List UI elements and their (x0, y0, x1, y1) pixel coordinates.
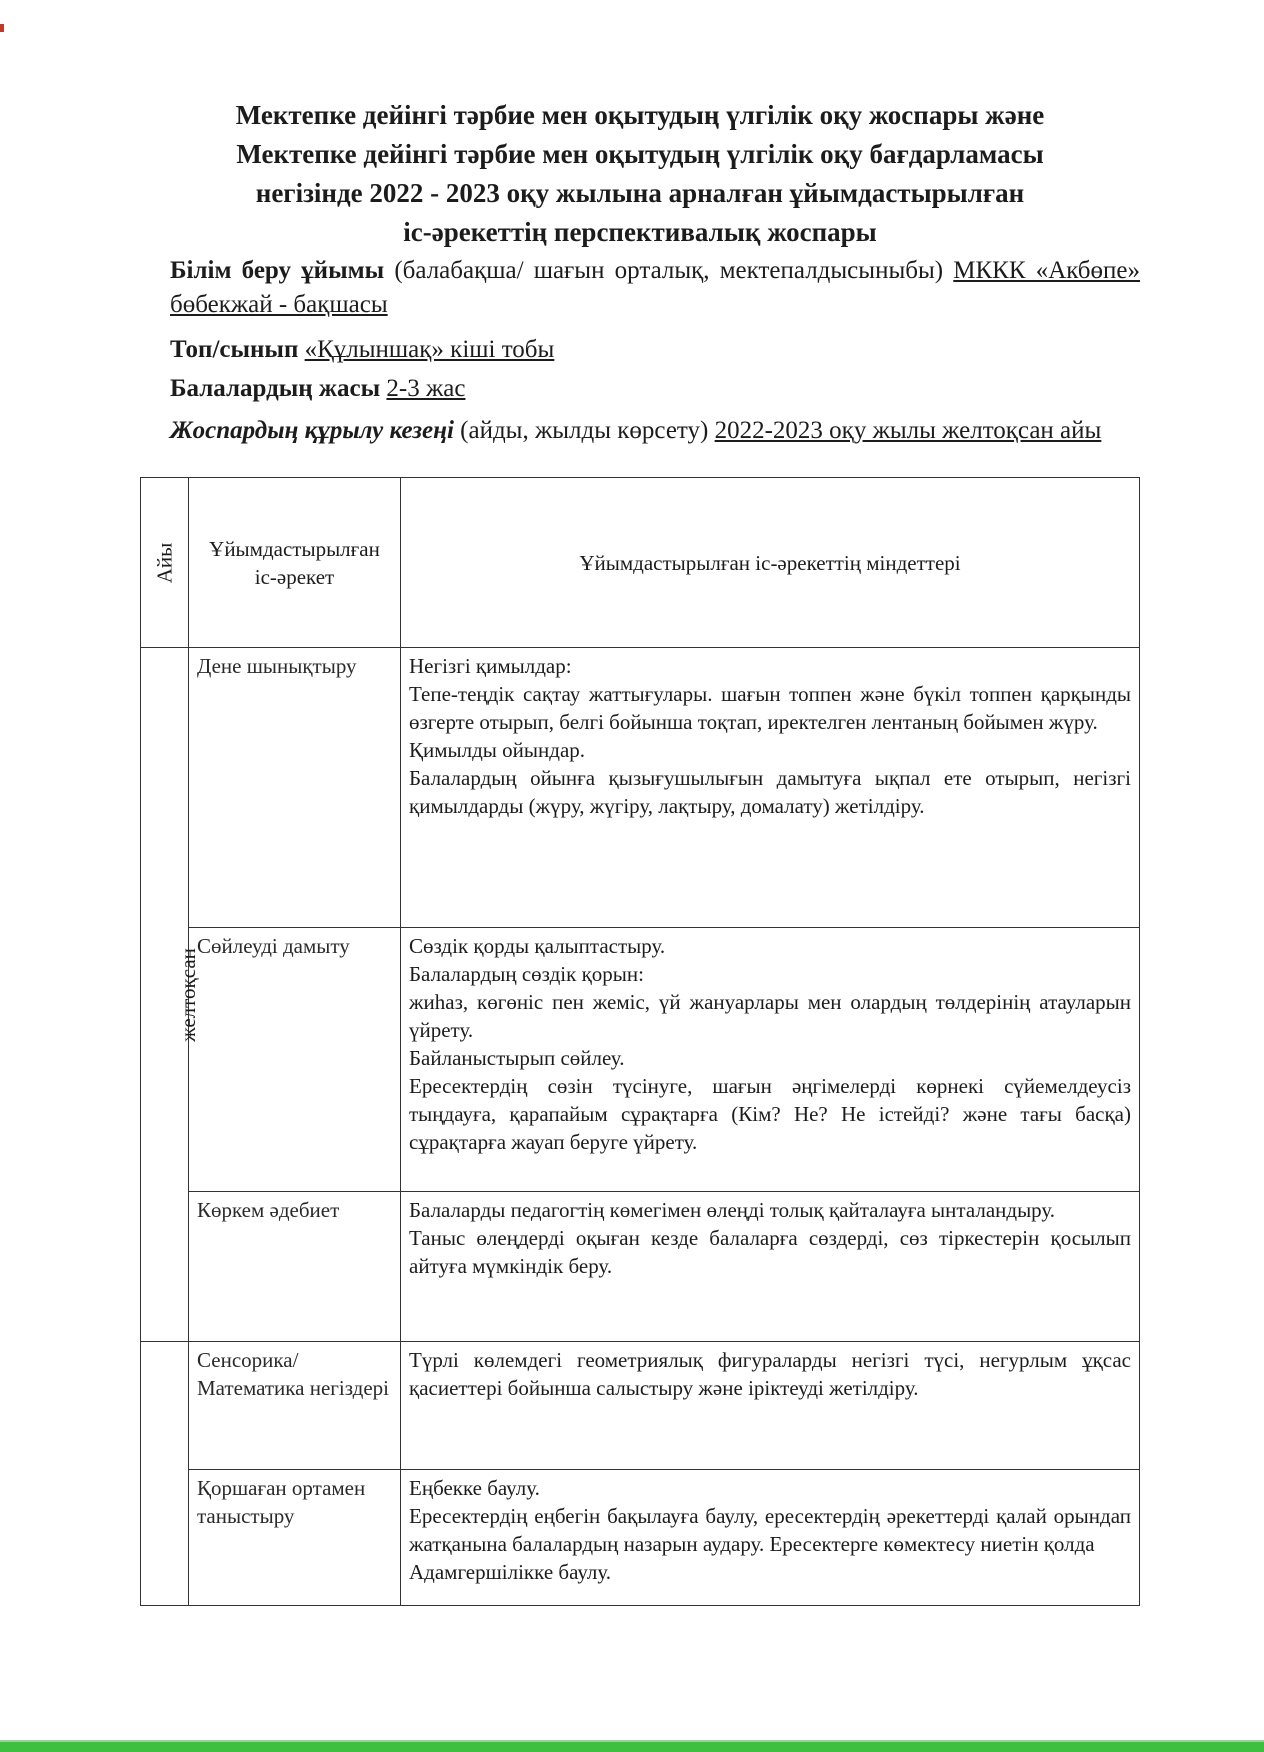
month-cell: желтоқсан (141, 648, 189, 1342)
title-line-1: Мектепке дейінгі тәрбие мен оқытудың үлгілік оқу жоспары және (235, 100, 1045, 130)
tasks-cell: Сөздік қорды қалыптастыру. Балалардың сөздік қорын: жиһаз, көгөніс пен жеміс, үй жануарлары мен олардың төлдерінің атауларын үйрету. Байланыстырып сөйлеу. Ересектердің сөзін түсінуге, шағын әңгімелерді көрнекі сүйемелдеусіз тыңдауға, қарапайым сұрақтарға (Кім? Не? Не істейді? және тағы басқа) сұрақтарға жауап беруге үйрету. (401, 928, 1140, 1192)
tasks-cell: Негізгі қимылдар: Тепе-теңдік сақтау жаттығулары. шағын топпен және бүкіл топпен қарқынды өзгерте отырып, белгі бойынша тоқтап, иректелген лентаның бойымен жүру. Қимылды ойындар. Балалардың ойынға қызығушылығын дамытуға ықпал ете отырып, негізгі қимылдарды (жүру, жүгіру, лақтыру, домалату) жетілдіру. (401, 648, 1140, 928)
period-hint: (айды, жылды көрсету) (453, 417, 715, 444)
title-line-2: Мектепке дейінгі тәрбие мен оқытудың үлгілік оқу бағдарламасы (236, 139, 1044, 169)
group-label: Топ/сынып (170, 336, 299, 363)
table-header-row (141, 478, 1140, 648)
activity-cell: Сөйлеуді дамыту (189, 928, 401, 1192)
plan-table-wrapper (140, 477, 1140, 1606)
group-value: «Құлыншақ» кіші тобы (304, 336, 555, 363)
table-row (141, 648, 1140, 928)
tasks-cell: Еңбекке баулу. Ересектердің еңбегін бақылауға баулу, ересектердің әрекеттерді қалай орындап жатқанына балалардың назарын аудару. Ересектерге көмектесу ниетін қолда Адамгершілікке баулу. (401, 1470, 1140, 1606)
period-value: 2022-2023 оқу жылы желтоқсан айы (714, 417, 1102, 444)
org-info (170, 254, 1140, 322)
header-activity: Ұйымдастырылған іс-әрекет (189, 478, 401, 648)
title-line-4: іс-әрекеттің перспективалық жоспары (403, 217, 877, 247)
document-title (160, 96, 1120, 252)
org-label: Білім беру ұйымы (170, 257, 385, 284)
title-line-3: негізінде 2022 - 2023 оқу жылына арналған ұйымдастырылған (255, 178, 1025, 208)
activity-cell: Дене шынықтыру (189, 648, 401, 928)
scan-mark (0, 24, 4, 32)
plan-table (140, 477, 1140, 1606)
month-cell-empty (141, 1342, 189, 1606)
header-tasks: Ұйымдастырылған іс-әрекеттің міндеттері (401, 478, 1140, 648)
table-row (141, 1342, 1140, 1470)
tasks-cell: Балаларды педагогтің көмегімен өлеңді толық қайталауға ынталандыру. Таныс өлеңдерді оқыған кезде балаларға сөздерді, сөз тіркестерін қосылып айтуға мүмкіндік беру. (401, 1192, 1140, 1342)
period-info (170, 414, 1140, 448)
age-info (170, 372, 1140, 406)
age-label: Балалардың жасы (170, 375, 381, 402)
activity-cell: Көркем әдебиет (189, 1192, 401, 1342)
table-row (141, 1470, 1140, 1606)
scan-edge-bar (0, 1742, 1264, 1752)
period-label: Жоспардың құрылу кезеңі (170, 417, 454, 444)
table-row (141, 1192, 1140, 1342)
tasks-cell: Түрлі көлемдегі геометриялық фигураларды негізгі түсі, негурлым ұқсас қасиеттері бойынша салыстыру және іріктеуді жетілдіру. (401, 1342, 1140, 1470)
table-row (141, 928, 1140, 1192)
age-value: 2-3 жас (386, 375, 466, 402)
org-hint: (балабақша/ шағын орталық, мектепалдысыныбы) (384, 257, 954, 284)
group-info (170, 333, 1140, 367)
header-month: Айы (141, 478, 189, 648)
org-value: МККК «Акбөпе» бөбекжай - бақшасы (170, 257, 1140, 318)
activity-cell: Сенсорика/ Математика негіздері (189, 1342, 401, 1470)
activity-cell: Қоршаған ортамен таныстыру (189, 1470, 401, 1606)
